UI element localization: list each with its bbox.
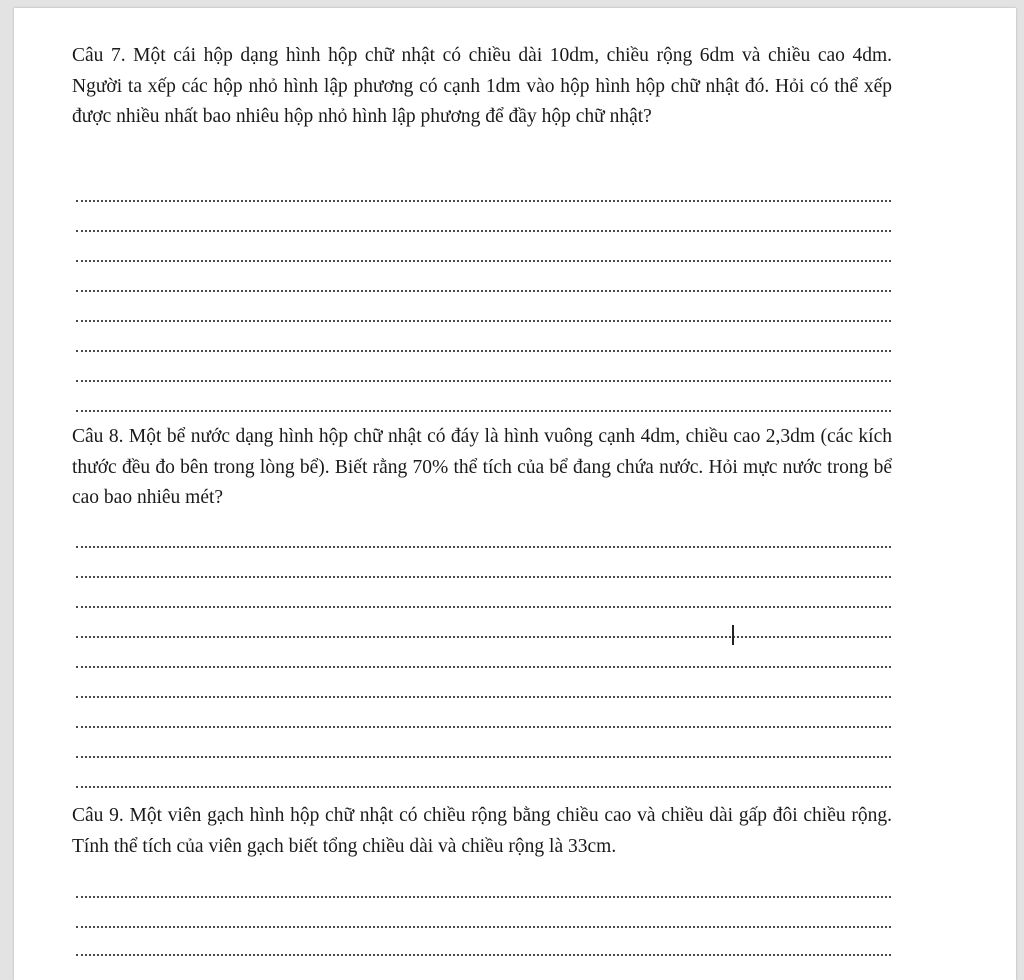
- answer-line[interactable]: [76, 230, 891, 232]
- text-cursor: [732, 625, 734, 645]
- answer-line[interactable]: [76, 200, 891, 202]
- question-9-text: Câu 9. Một viên gạch hình hộp chữ nhật có chiều rộng bằng chiều cao và chiều dài gấp đôi chiều rộng. Tính thể tích của viên gạch biết tổng chiều dài và chiều rộng là 33cm.: [72, 805, 892, 857]
- answer-line[interactable]: [76, 666, 891, 668]
- answer-line[interactable]: [76, 320, 891, 322]
- document-page[interactable]: [14, 8, 1016, 980]
- answer-line[interactable]: [76, 606, 891, 608]
- answer-line[interactable]: [76, 696, 891, 698]
- answer-line[interactable]: [76, 896, 891, 898]
- answer-line[interactable]: [76, 756, 891, 758]
- question-8-text: Câu 8. Một bể nước dạng hình hộp chữ nhật có đáy là hình vuông cạnh 4dm, chiều cao 2,3dm (các kích thước đều đo bên trong lòng bể). Biết rằng 70% thể tích của bể đang chứa nước. Hỏi mực nước trong bể cao bao nhiêu mét?: [72, 426, 892, 508]
- answer-line[interactable]: [76, 926, 891, 928]
- answer-line[interactable]: [76, 636, 891, 638]
- answer-line[interactable]: [76, 380, 891, 382]
- answer-line[interactable]: [76, 350, 891, 352]
- answer-line[interactable]: [76, 410, 891, 412]
- answer-line[interactable]: [76, 260, 891, 262]
- answer-line[interactable]: [76, 576, 891, 578]
- answer-line[interactable]: [76, 546, 891, 548]
- answer-line[interactable]: [76, 954, 891, 956]
- answer-line[interactable]: [76, 786, 891, 788]
- answer-line[interactable]: [76, 726, 891, 728]
- question-7-text: Câu 7. Một cái hộp dạng hình hộp chữ nhật có chiều dài 10dm, chiều rộng 6dm và chiều cao 4dm. Người ta xếp các hộp nhỏ hình lập phương có cạnh 1dm vào hộp hình hộp chữ nhật đó. Hỏi có thể xếp được nhiều nhất bao nhiêu hộp nhỏ hình lập phương để đầy hộp chữ nhật?: [72, 45, 892, 127]
- answer-line[interactable]: [76, 290, 891, 292]
